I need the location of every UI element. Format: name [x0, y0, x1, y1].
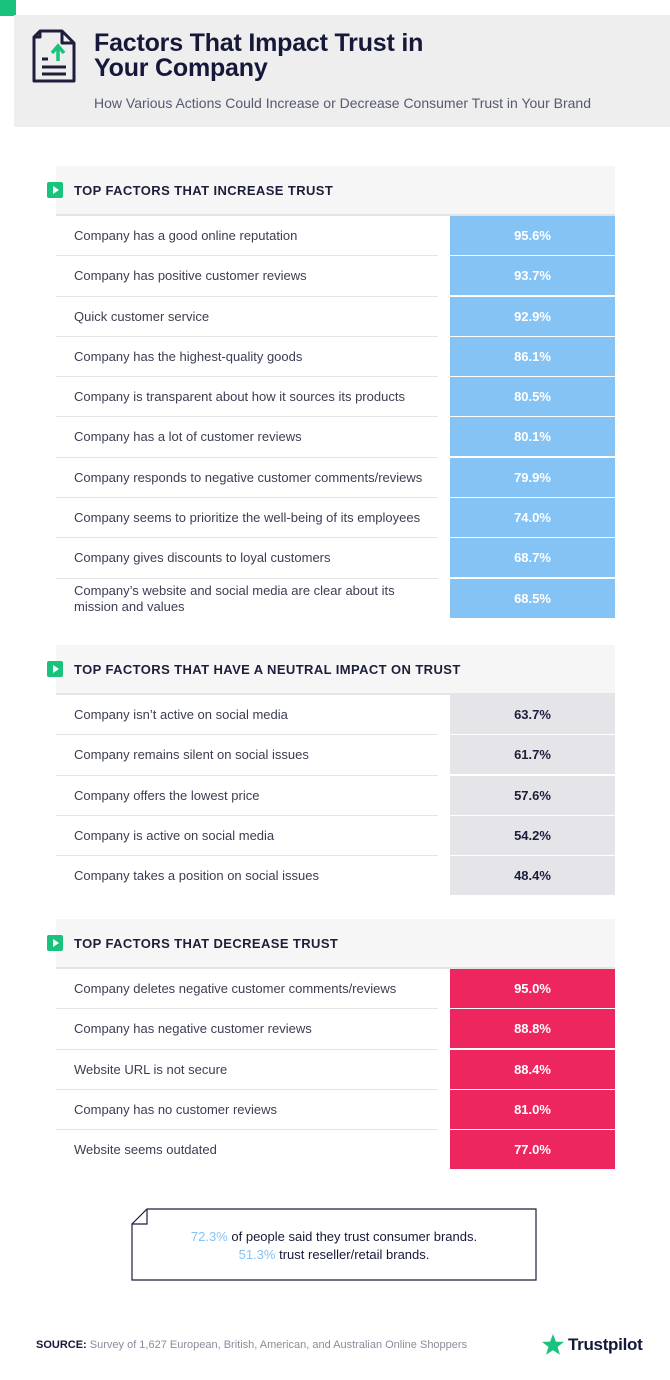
source-label: SOURCE: [36, 1339, 87, 1351]
factor-label: Company has positive customer reviews [74, 268, 307, 284]
corner-accent [0, 0, 16, 16]
title-line-2: Your Company [94, 54, 268, 82]
page-title [94, 31, 423, 81]
decrease-factor-list [56, 969, 615, 1170]
table-row [56, 498, 615, 538]
factor-value-cell: 88.4% [450, 1050, 615, 1089]
title-line-1: Factors That Impact Trust in [94, 29, 424, 57]
factor-value-cell: 68.5% [450, 579, 615, 618]
factor-label: Company isn’t active on social media [74, 707, 288, 722]
section-title-neutral: TOP FACTORS THAT HAVE A NEUTRAL IMPACT ON TRUST [74, 662, 461, 677]
table-row [56, 1050, 615, 1090]
factor-value-cell: 48.4% [450, 856, 615, 895]
factor-label: Company responds to negative customer comments/reviews [74, 469, 423, 485]
table-row [56, 256, 615, 296]
source-text: Survey of 1,627 European, British, American, and Australian Online Shoppers [86, 1339, 468, 1351]
factor-label: Company has negative customer reviews [74, 1021, 312, 1037]
header-banner [14, 15, 670, 127]
factor-value-cell: 93.7% [450, 256, 615, 295]
factor-value-cell: 61.7% [450, 735, 615, 774]
factor-label: Company offers the lowest price [74, 787, 260, 803]
factor-label: Company remains silent on social issues [74, 747, 309, 763]
factor-value-cell: 80.1% [450, 417, 615, 456]
factor-value-cell: 95.6% [450, 216, 615, 255]
factor-value-cell: 80.5% [450, 377, 615, 416]
table-row [56, 579, 615, 619]
table-row [56, 1009, 615, 1049]
factor-label: Company has a good online reputation [74, 228, 298, 243]
factor-label: Company has no customer reviews [74, 1101, 278, 1117]
table-row [56, 377, 615, 417]
consumer-brand-trust-pct: 72.3% [190, 1229, 228, 1244]
factor-value-cell: 68.7% [450, 538, 615, 577]
table-row [56, 856, 615, 896]
table-row [56, 816, 615, 856]
factor-value-cell: 92.9% [450, 297, 615, 336]
brand-name: Trustpilot [568, 1335, 643, 1354]
play-marker-icon [47, 182, 63, 198]
play-marker-icon [47, 661, 63, 677]
retail-brand-trust-text: trust reseller/retail brands. [275, 1247, 430, 1262]
factor-label: Company has the highest-quality goods [74, 348, 303, 364]
table-row [56, 458, 615, 498]
play-marker-icon [47, 935, 63, 951]
retail-brand-trust-pct: 51.3% [238, 1247, 276, 1262]
factor-value-cell: 95.0% [450, 969, 615, 1008]
factor-value-cell: 63.7% [450, 695, 615, 734]
table-row [56, 337, 615, 377]
section-header-neutral [56, 645, 615, 695]
section-header-increase [56, 166, 615, 216]
factor-value-cell: 77.0% [450, 1130, 615, 1169]
factor-label: Website seems outdated [74, 1142, 217, 1158]
factor-label: Company has a lot of customer reviews [74, 429, 302, 445]
table-row [56, 695, 615, 735]
trustpilot-logo [541, 1332, 642, 1358]
factor-label: Quick customer service [74, 308, 210, 324]
table-row [56, 297, 615, 337]
factor-label: Company gives discounts to loyal customers [74, 550, 331, 566]
source-note [36, 1339, 467, 1351]
factor-label: Company is active on social media [74, 827, 275, 843]
factor-label: Company deletes negative customer comments/reviews [74, 981, 397, 996]
factor-value-cell: 88.8% [450, 1009, 615, 1048]
table-row [56, 776, 615, 816]
table-row [56, 1090, 615, 1130]
table-row [56, 735, 615, 775]
factor-value-cell: 54.2% [450, 816, 615, 855]
page-subtitle: How Various Actions Could Increase or Decrease Consumer Trust in Your Brand [94, 95, 591, 111]
factor-value-cell: 86.1% [450, 337, 615, 376]
factor-label: Company’s website and social media are clear about its mission and values [74, 582, 395, 614]
factor-value-cell: 81.0% [450, 1090, 615, 1129]
consumer-brand-trust-text: of people said they trust consumer brands. [227, 1229, 478, 1244]
factor-value-cell: 57.6% [450, 776, 615, 815]
table-row [56, 969, 615, 1009]
star-icon [541, 1333, 565, 1357]
section-title-decrease: TOP FACTORS THAT DECREASE TRUST [74, 936, 339, 951]
summary-callout [131, 1208, 537, 1281]
factor-label: Company seems to prioritize the well-being of its employees [74, 510, 421, 526]
table-row [56, 216, 615, 256]
callout-text [131, 1228, 537, 1264]
factor-value-cell: 79.9% [450, 458, 615, 497]
increase-factor-list [56, 216, 615, 619]
factor-label: Website URL is not secure [74, 1061, 228, 1077]
factor-value-cell: 74.0% [450, 498, 615, 537]
table-row [56, 417, 615, 457]
table-row [56, 1130, 615, 1170]
section-header-decrease [56, 919, 615, 969]
document-upload-icon [32, 29, 76, 83]
factor-label: Company takes a position on social issues [74, 868, 319, 884]
neutral-factor-list [56, 695, 615, 896]
section-title-increase: TOP FACTORS THAT INCREASE TRUST [74, 183, 334, 198]
factor-label: Company is transparent about how it sources its products [74, 389, 405, 405]
table-row [56, 538, 615, 578]
